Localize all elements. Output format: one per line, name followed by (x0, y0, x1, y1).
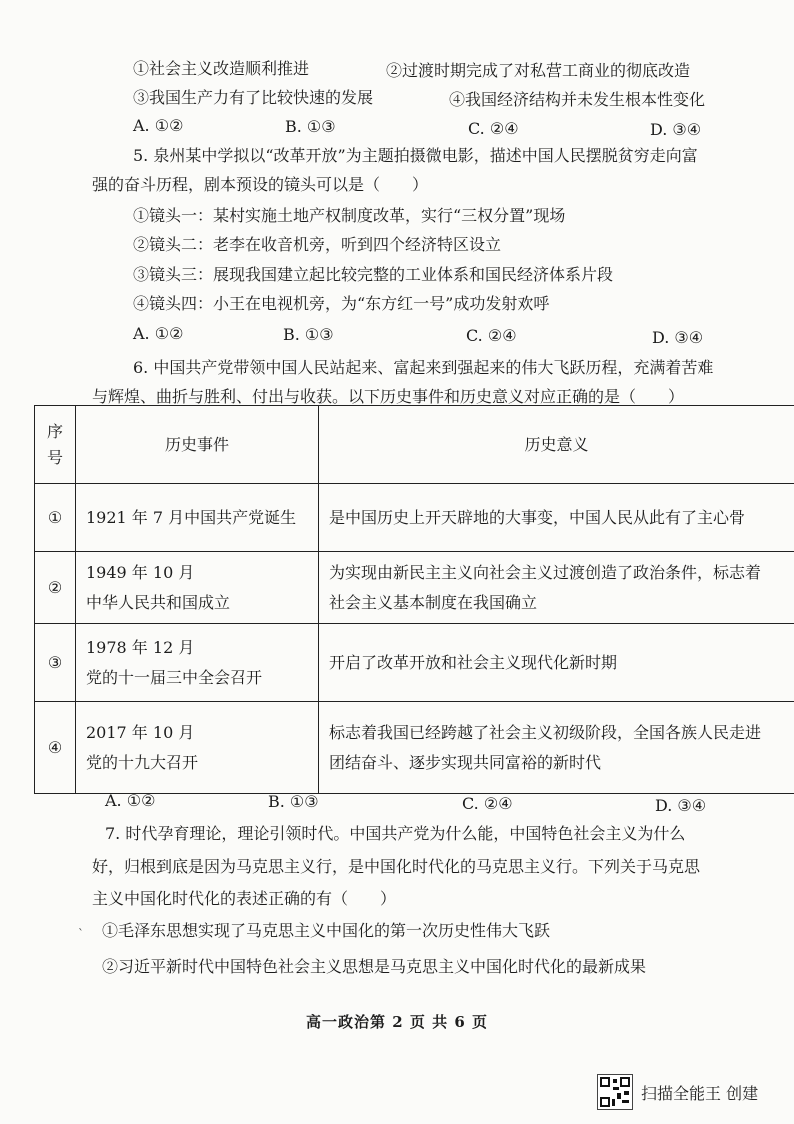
table-row (35, 624, 794, 702)
row-meaning-line: 社会主义基本制度在我国确立 (329, 592, 538, 612)
q5-option-1: ①镜头一：某村实施土地产权制度改革，实行“三权分置”现场 (133, 206, 566, 225)
row-event-line: 党的十九大召开 (86, 752, 199, 772)
q4-choice-b: B. ①③ (285, 117, 336, 136)
q5-option-4: ④镜头四：小王在电视机旁，为“东方红一号”成功发射欢呼 (133, 294, 550, 313)
row-meaning (319, 702, 794, 794)
q6-choice-c: C. ②④ (462, 794, 513, 813)
q7-option-2: ②习近平新时代中国特色社会主义思想是马克思主义中国化时代化的最新成果 (102, 957, 647, 976)
scanner-watermark-text: 扫描全能王 创建 (641, 1083, 759, 1103)
table-row (35, 484, 794, 552)
row-number: ④ (35, 702, 76, 794)
row-event-line: 2017 年 10 月 (86, 722, 195, 742)
row-meaning-line: 为实现由新民主主义向社会主义过渡创造了政治条件，标志着 (329, 562, 762, 582)
q5-stem-line-2: 强的奋斗历程，剧本预设的镜头可以是（ ） (92, 175, 429, 194)
row-event (76, 484, 319, 552)
row-event (76, 552, 319, 624)
q5-choice-b: B. ①③ (283, 325, 334, 344)
scanner-watermark (597, 1074, 758, 1110)
row-meaning (319, 552, 794, 624)
q7-option-1: ①毛泽东思想实现了马克思主义中国化的第一次历史性伟大飞跃 (102, 921, 551, 940)
q6-stem-line-2: 与辉煌、曲折与胜利、付出与收获。以下历史事件和历史意义对应正确的是（ ） (92, 387, 685, 406)
table-row (35, 702, 794, 794)
row-meaning (319, 484, 794, 552)
q4-option-2: ②过渡时期完成了对私营工商业的彻底改造 (386, 61, 691, 80)
q6-choice-d: D. ③④ (655, 796, 707, 815)
q6-stem-line-1: 6. 中国共产党带领中国人民站起来、富起来到强起来的伟大飞跃历程，充满着苦难 (133, 358, 714, 377)
qr-code-icon (597, 1074, 633, 1110)
q7-stem-line-1: 7. 时代孕育理论，理论引领时代。中国共产党为什么能，中国特色社会主义为什么 (105, 824, 686, 843)
header-meaning: 历史意义 (319, 406, 794, 484)
row-meaning-line: 开启了改革开放和社会主义现代化新时期 (329, 652, 618, 672)
table-header-row (35, 406, 794, 484)
q4-choice-a: A. ①② (133, 116, 184, 135)
q5-choice-d: D. ③④ (652, 328, 704, 347)
row-meaning-line: 是中国历史上开天辟地的大事变，中国人民从此有了主心骨 (329, 507, 746, 527)
q7-stem-line-2: 好，归根到底是因为马克思主义行，是中国化时代化的马克思主义行。下列关于马克思 (92, 857, 701, 876)
row-meaning-line: 标志着我国已经跨越了社会主义初级阶段，全国各族人民走进 (329, 722, 762, 742)
q5-choice-a: A. ①② (133, 324, 184, 343)
page-footer: 高一政治第 2 页 共 6 页 (306, 1013, 488, 1031)
q4-option-4: ④我国经济结构并未发生根本性变化 (449, 90, 706, 109)
table-row (35, 552, 794, 624)
row-number: ① (35, 484, 76, 552)
q7-stem-line-3: 主义中国化时代化的表述正确的有（ ） (92, 889, 397, 908)
row-number: ③ (35, 624, 76, 702)
row-event-line: 1949 年 10 月 (86, 562, 195, 582)
header-number-bottom: 号 (46, 447, 63, 467)
row-event (76, 702, 319, 794)
q5-choice-c: C. ②④ (466, 326, 517, 345)
q4-option-3: ③我国生产力有了比较快速的发展 (133, 88, 374, 107)
q4-choice-d: D. ③④ (650, 120, 702, 139)
q6-choice-a: A. ①② (105, 791, 156, 810)
q6-choice-b: B. ①③ (268, 792, 319, 811)
header-event: 历史事件 (76, 406, 319, 484)
q5-option-3: ③镜头三：展现我国建立起比较完整的工业体系和国民经济体系片段 (133, 265, 614, 284)
history-table (34, 405, 794, 794)
header-number-top: 序 (46, 421, 63, 441)
row-event-line: 党的十一届三中全会召开 (86, 667, 263, 687)
row-meaning-line: 团结奋斗、逐步实现共同富裕的新时代 (329, 752, 602, 772)
stray-mark: ` (78, 927, 84, 941)
row-event-line: 1921 年 7 月中国共产党诞生 (86, 507, 297, 527)
row-event (76, 624, 319, 702)
row-event-line: 1978 年 12 月 (86, 637, 195, 657)
q5-option-2: ②镜头二：老李在收音机旁，听到四个经济特区设立 (133, 235, 502, 254)
q4-option-1: ①社会主义改造顺利推进 (133, 59, 310, 78)
row-meaning (319, 624, 794, 702)
row-event-line: 中华人民共和国成立 (86, 592, 231, 612)
header-number (35, 406, 76, 484)
row-number: ② (35, 552, 76, 624)
q5-stem-line-1: 5. 泉州某中学拟以“改革开放”为主题拍摄微电影，描述中国人民摆脱贫穷走向富 (133, 146, 698, 165)
q4-choice-c: C. ②④ (468, 119, 519, 138)
